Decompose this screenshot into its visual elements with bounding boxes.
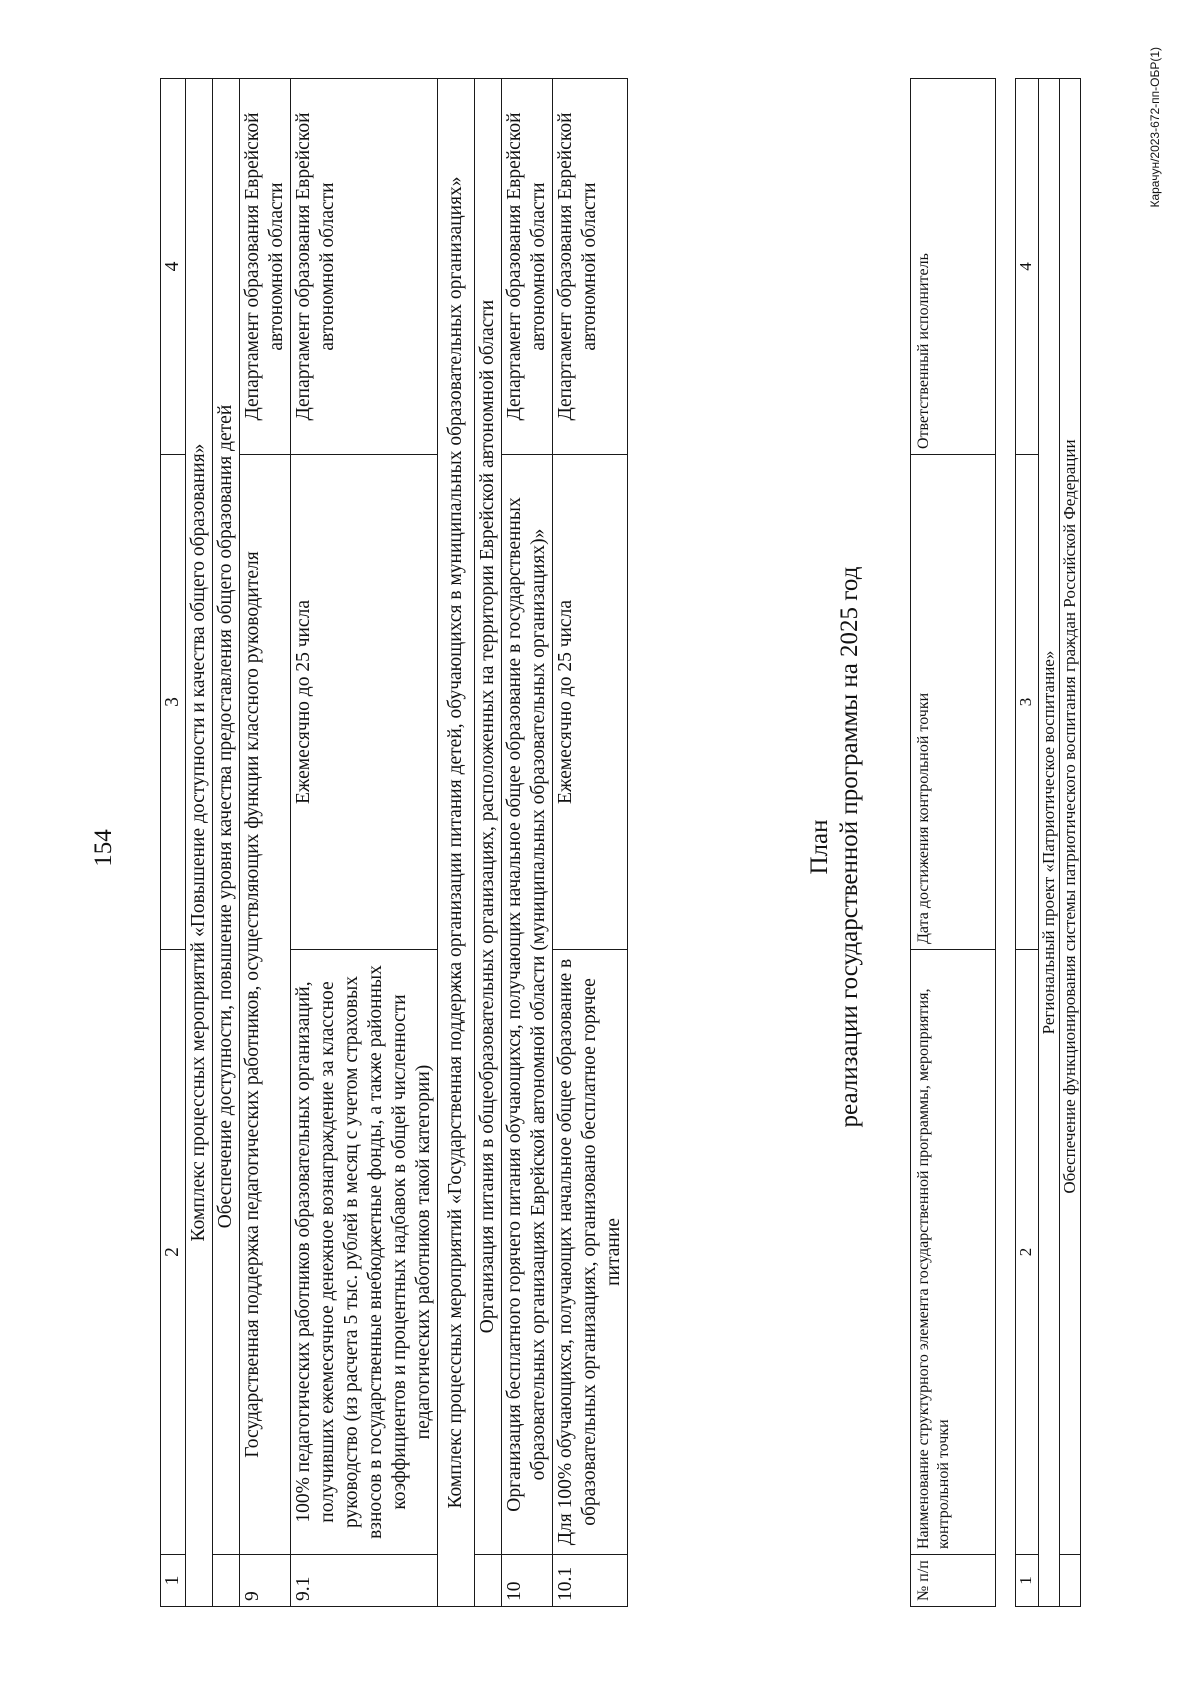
column-headings-row <box>911 79 996 1607</box>
row-executor: Департамент образования Еврейской автономной области <box>240 79 291 455</box>
col-number-heading: № п/п <box>911 1555 996 1607</box>
table-row <box>240 79 291 1607</box>
col-executor-heading: Ответственный исполнитель <box>911 79 996 455</box>
row-executor: Департамент образования Еврейской автономной области <box>502 79 553 455</box>
project-row <box>1039 79 1060 1607</box>
subsection-row <box>213 79 240 1607</box>
header-cell: 1 <box>161 1555 186 1607</box>
subsection-title: Организация питания в общеобразовательных организациях, расположенных на территории Еврейской автономной области <box>475 79 502 1555</box>
col-date-heading: Дата достижения контрольной точки <box>911 455 996 950</box>
row-number: 9 <box>240 1555 291 1607</box>
header-cell: 2 <box>1016 950 1039 1555</box>
plan-subtitle: реализации государственной программы на 2025 год <box>836 566 863 1128</box>
plan-table-continuation <box>160 78 628 1607</box>
header-cell: 1 <box>1016 1555 1039 1607</box>
section-row <box>186 79 213 1607</box>
row-date: Ежемесячно до 25 числа <box>553 455 628 950</box>
task-row <box>1060 79 1081 1607</box>
header-cell: 2 <box>161 950 186 1555</box>
plan-title: План <box>806 819 833 875</box>
plan-heading <box>805 297 865 1397</box>
table-row <box>502 79 553 1607</box>
row-date: Ежемесячно до 25 числа <box>291 455 438 950</box>
table-row <box>291 79 438 1607</box>
task-title: Обеспечение функционирования системы патриотического воспитания граждан Российской Федерации <box>1060 79 1081 1555</box>
row-executor: Департамент образования Еврейской автономной области <box>553 79 628 455</box>
row-name: Для 100% обучающихся, получающих начальное общее образование в образовательных организациях, организовано бесплатное горячее питание <box>553 950 628 1555</box>
header-cell: 3 <box>1016 455 1039 950</box>
row-executor: Департамент образования Еврейской автономной области <box>291 79 438 455</box>
plan-table-header <box>910 78 996 1607</box>
table-header-row <box>161 79 186 1607</box>
header-cell: 3 <box>161 455 186 950</box>
section-title: Комплекс процессных мероприятий «Повышение доступности и качества общего образования» <box>186 79 213 1607</box>
table-header-row <box>1016 79 1039 1607</box>
row-number: 9.1 <box>291 1555 438 1607</box>
row-number: 10.1 <box>553 1555 628 1607</box>
table-row <box>553 79 628 1607</box>
document-stamp: Карачун/2023-672-пп-ОБР(1) <box>1148 47 1162 208</box>
row-name: Организация бесплатного горячего питания обучающихся, получающих начальное общее образование в государственных образовательных организациях Еврейской автономной области (муниципальных образовательных организациях)» <box>502 455 553 1555</box>
row-name: 100% педагогических работников образовательных организаций, получивших ежемесячное денежное вознаграждение за классное руководство (из расчета 5 тыс. рублей в месяц с учетом страховых взносов в государственные внебюджетные фонды, а также районных коэффициентов и процентных надбавок в общей численности педагогических работников такой категории) <box>291 950 438 1555</box>
subsection-title: Обеспечение доступности, повышение уровня качества предоставления общего образования детей <box>213 79 240 1555</box>
page-number: 154 <box>90 829 117 867</box>
header-cell: 4 <box>1016 79 1039 455</box>
plan-table-body <box>1015 78 1081 1607</box>
section-row <box>438 79 475 1607</box>
project-title: Региональный проект «Патриотическое воспитание» <box>1039 79 1060 1607</box>
row-number: 10 <box>502 1555 553 1607</box>
section-title: Комплекс процессных мероприятий «Государственная поддержка организации питания детей, обучающихся в муниципальных образовательных организациях» <box>438 79 475 1607</box>
header-cell: 4 <box>161 79 186 455</box>
col-name-heading: Наименование структурного элемента государственной программы, мероприятия, контрольной точки <box>911 950 996 1555</box>
row-name: Государственная поддержка педагогических работников, осуществляющих функции классного руководителя <box>240 455 291 1555</box>
subsection-row <box>475 79 502 1607</box>
